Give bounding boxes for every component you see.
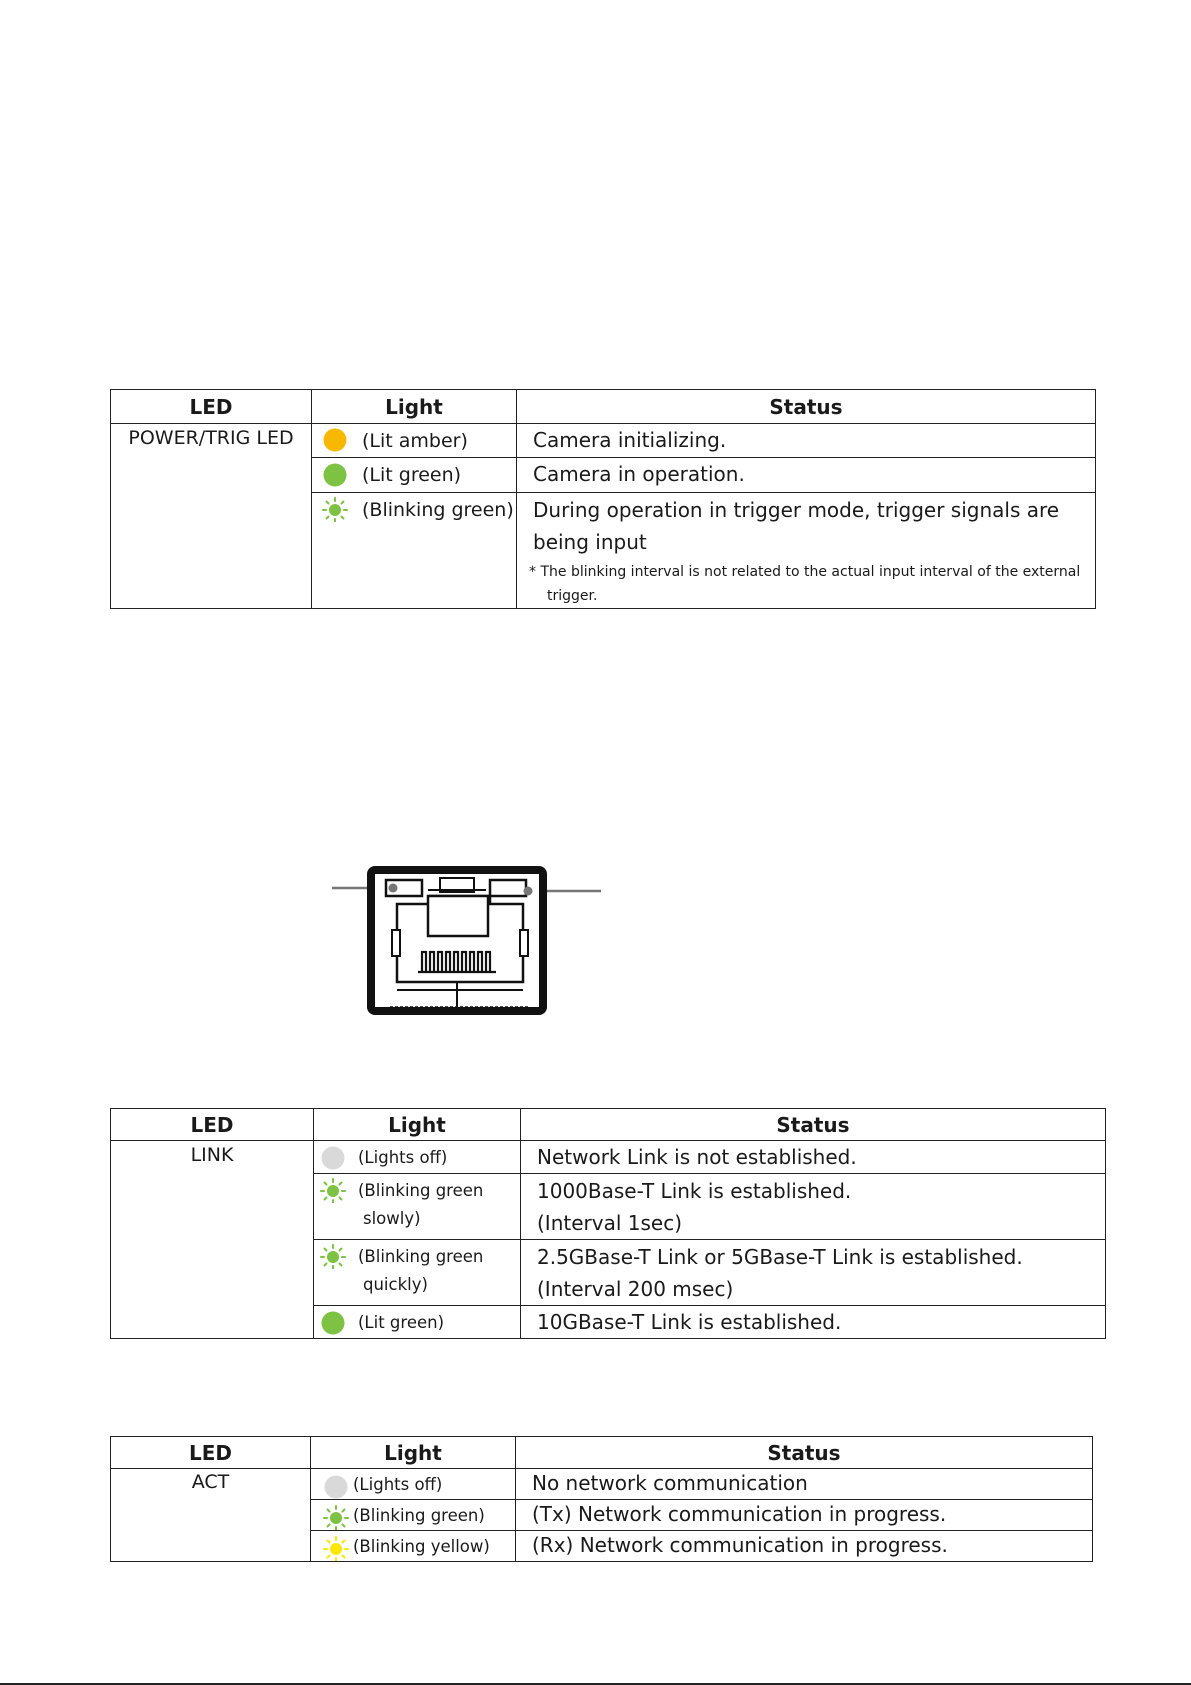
blinking-green-icon bbox=[320, 1177, 346, 1203]
light-label: (Lights off) bbox=[358, 1148, 448, 1167]
led-name-link: LINK bbox=[111, 1141, 314, 1339]
led-name-act: ACT bbox=[111, 1469, 311, 1562]
status-text: During operation in trigger mode, trigger signals are bbox=[533, 498, 1060, 522]
status-cell bbox=[517, 458, 1096, 493]
table-header-row bbox=[111, 1109, 1106, 1141]
status-text: 1000Base-T Link is established. bbox=[537, 1179, 852, 1203]
status-cell bbox=[517, 493, 1096, 609]
light-cell bbox=[314, 1141, 521, 1174]
light-label: (Lit green) bbox=[358, 1313, 445, 1332]
light-label: (Blinking green) bbox=[362, 499, 514, 521]
blinking-green-icon bbox=[320, 1243, 346, 1269]
status-text: Camera in operation. bbox=[533, 462, 745, 486]
header-light: Light bbox=[314, 1109, 521, 1141]
light-label: (Lights off) bbox=[353, 1475, 443, 1494]
status-text: 2.5GBase-T Link or 5GBase-T Link is established. bbox=[537, 1245, 1023, 1269]
table-row bbox=[111, 1141, 1106, 1174]
header-light: Light bbox=[311, 1437, 516, 1469]
status-text: (Interval 1sec) bbox=[537, 1211, 682, 1235]
blinking-yellow-icon bbox=[323, 1535, 349, 1561]
status-text: Network Link is not established. bbox=[537, 1145, 857, 1169]
blinking-green-icon bbox=[323, 1504, 349, 1530]
header-led: LED bbox=[111, 1437, 311, 1469]
lit-green-icon bbox=[322, 461, 348, 487]
status-text: No network communication bbox=[532, 1471, 808, 1495]
led-name-power-trig: POWER/TRIG LED bbox=[111, 424, 312, 609]
light-cell bbox=[311, 1531, 516, 1562]
status-text: (Rx) Network communication in progress. bbox=[532, 1533, 948, 1557]
header-status: Status bbox=[521, 1109, 1106, 1141]
header-light: Light bbox=[312, 390, 517, 424]
table-header-row bbox=[111, 1437, 1093, 1469]
light-label: (Blinking yellow) bbox=[353, 1537, 490, 1556]
lit-green-icon bbox=[320, 1309, 346, 1335]
light-label: (Lit amber) bbox=[362, 430, 468, 452]
status-cell bbox=[517, 424, 1096, 458]
table-row bbox=[111, 1469, 1093, 1500]
light-cell bbox=[311, 1469, 516, 1500]
light-label: (Blinking green bbox=[358, 1181, 484, 1200]
status-cell bbox=[521, 1141, 1106, 1174]
light-cell bbox=[314, 1240, 521, 1306]
light-label: (Blinking green) bbox=[353, 1506, 485, 1525]
header-led: LED bbox=[111, 1109, 314, 1141]
status-text: 10GBase-T Link is established. bbox=[537, 1310, 842, 1334]
footnote: * The blinking interval is not related to the actual input interval of the external bbox=[529, 564, 1081, 580]
header-led: LED bbox=[111, 390, 312, 424]
status-text: Camera initializing. bbox=[533, 428, 727, 452]
status-text: being input bbox=[533, 530, 647, 554]
blinking-green-icon bbox=[322, 496, 348, 522]
light-cell bbox=[312, 458, 517, 493]
power-trig-led-table bbox=[110, 389, 1096, 609]
light-cell bbox=[312, 493, 517, 609]
light-label: (Blinking green bbox=[358, 1247, 484, 1266]
status-cell bbox=[516, 1500, 1093, 1531]
light-label: quickly) bbox=[363, 1275, 428, 1294]
light-label: slowly) bbox=[363, 1209, 421, 1228]
status-cell bbox=[521, 1306, 1106, 1339]
header-status: Status bbox=[517, 390, 1096, 424]
footnote: trigger. bbox=[547, 588, 598, 604]
status-cell bbox=[516, 1469, 1093, 1500]
rj45-connector-diagram bbox=[330, 860, 610, 1020]
table-row bbox=[111, 424, 1096, 458]
status-text: (Interval 200 msec) bbox=[537, 1277, 734, 1301]
light-cell bbox=[314, 1306, 521, 1339]
table-header-row bbox=[111, 390, 1096, 424]
light-cell bbox=[314, 1174, 521, 1240]
light-cell bbox=[311, 1500, 516, 1531]
light-cell bbox=[312, 424, 517, 458]
lit-amber-icon bbox=[322, 427, 348, 453]
light-label: (Lit green) bbox=[362, 464, 462, 486]
header-status: Status bbox=[516, 1437, 1093, 1469]
lights-off-icon bbox=[320, 1144, 346, 1170]
act-led-table bbox=[110, 1436, 1093, 1562]
status-cell bbox=[521, 1240, 1106, 1306]
status-cell bbox=[516, 1531, 1093, 1562]
link-led-table bbox=[110, 1108, 1106, 1339]
lights-off-icon bbox=[323, 1473, 349, 1499]
status-text: (Tx) Network communication in progress. bbox=[532, 1502, 947, 1526]
status-cell bbox=[521, 1174, 1106, 1240]
